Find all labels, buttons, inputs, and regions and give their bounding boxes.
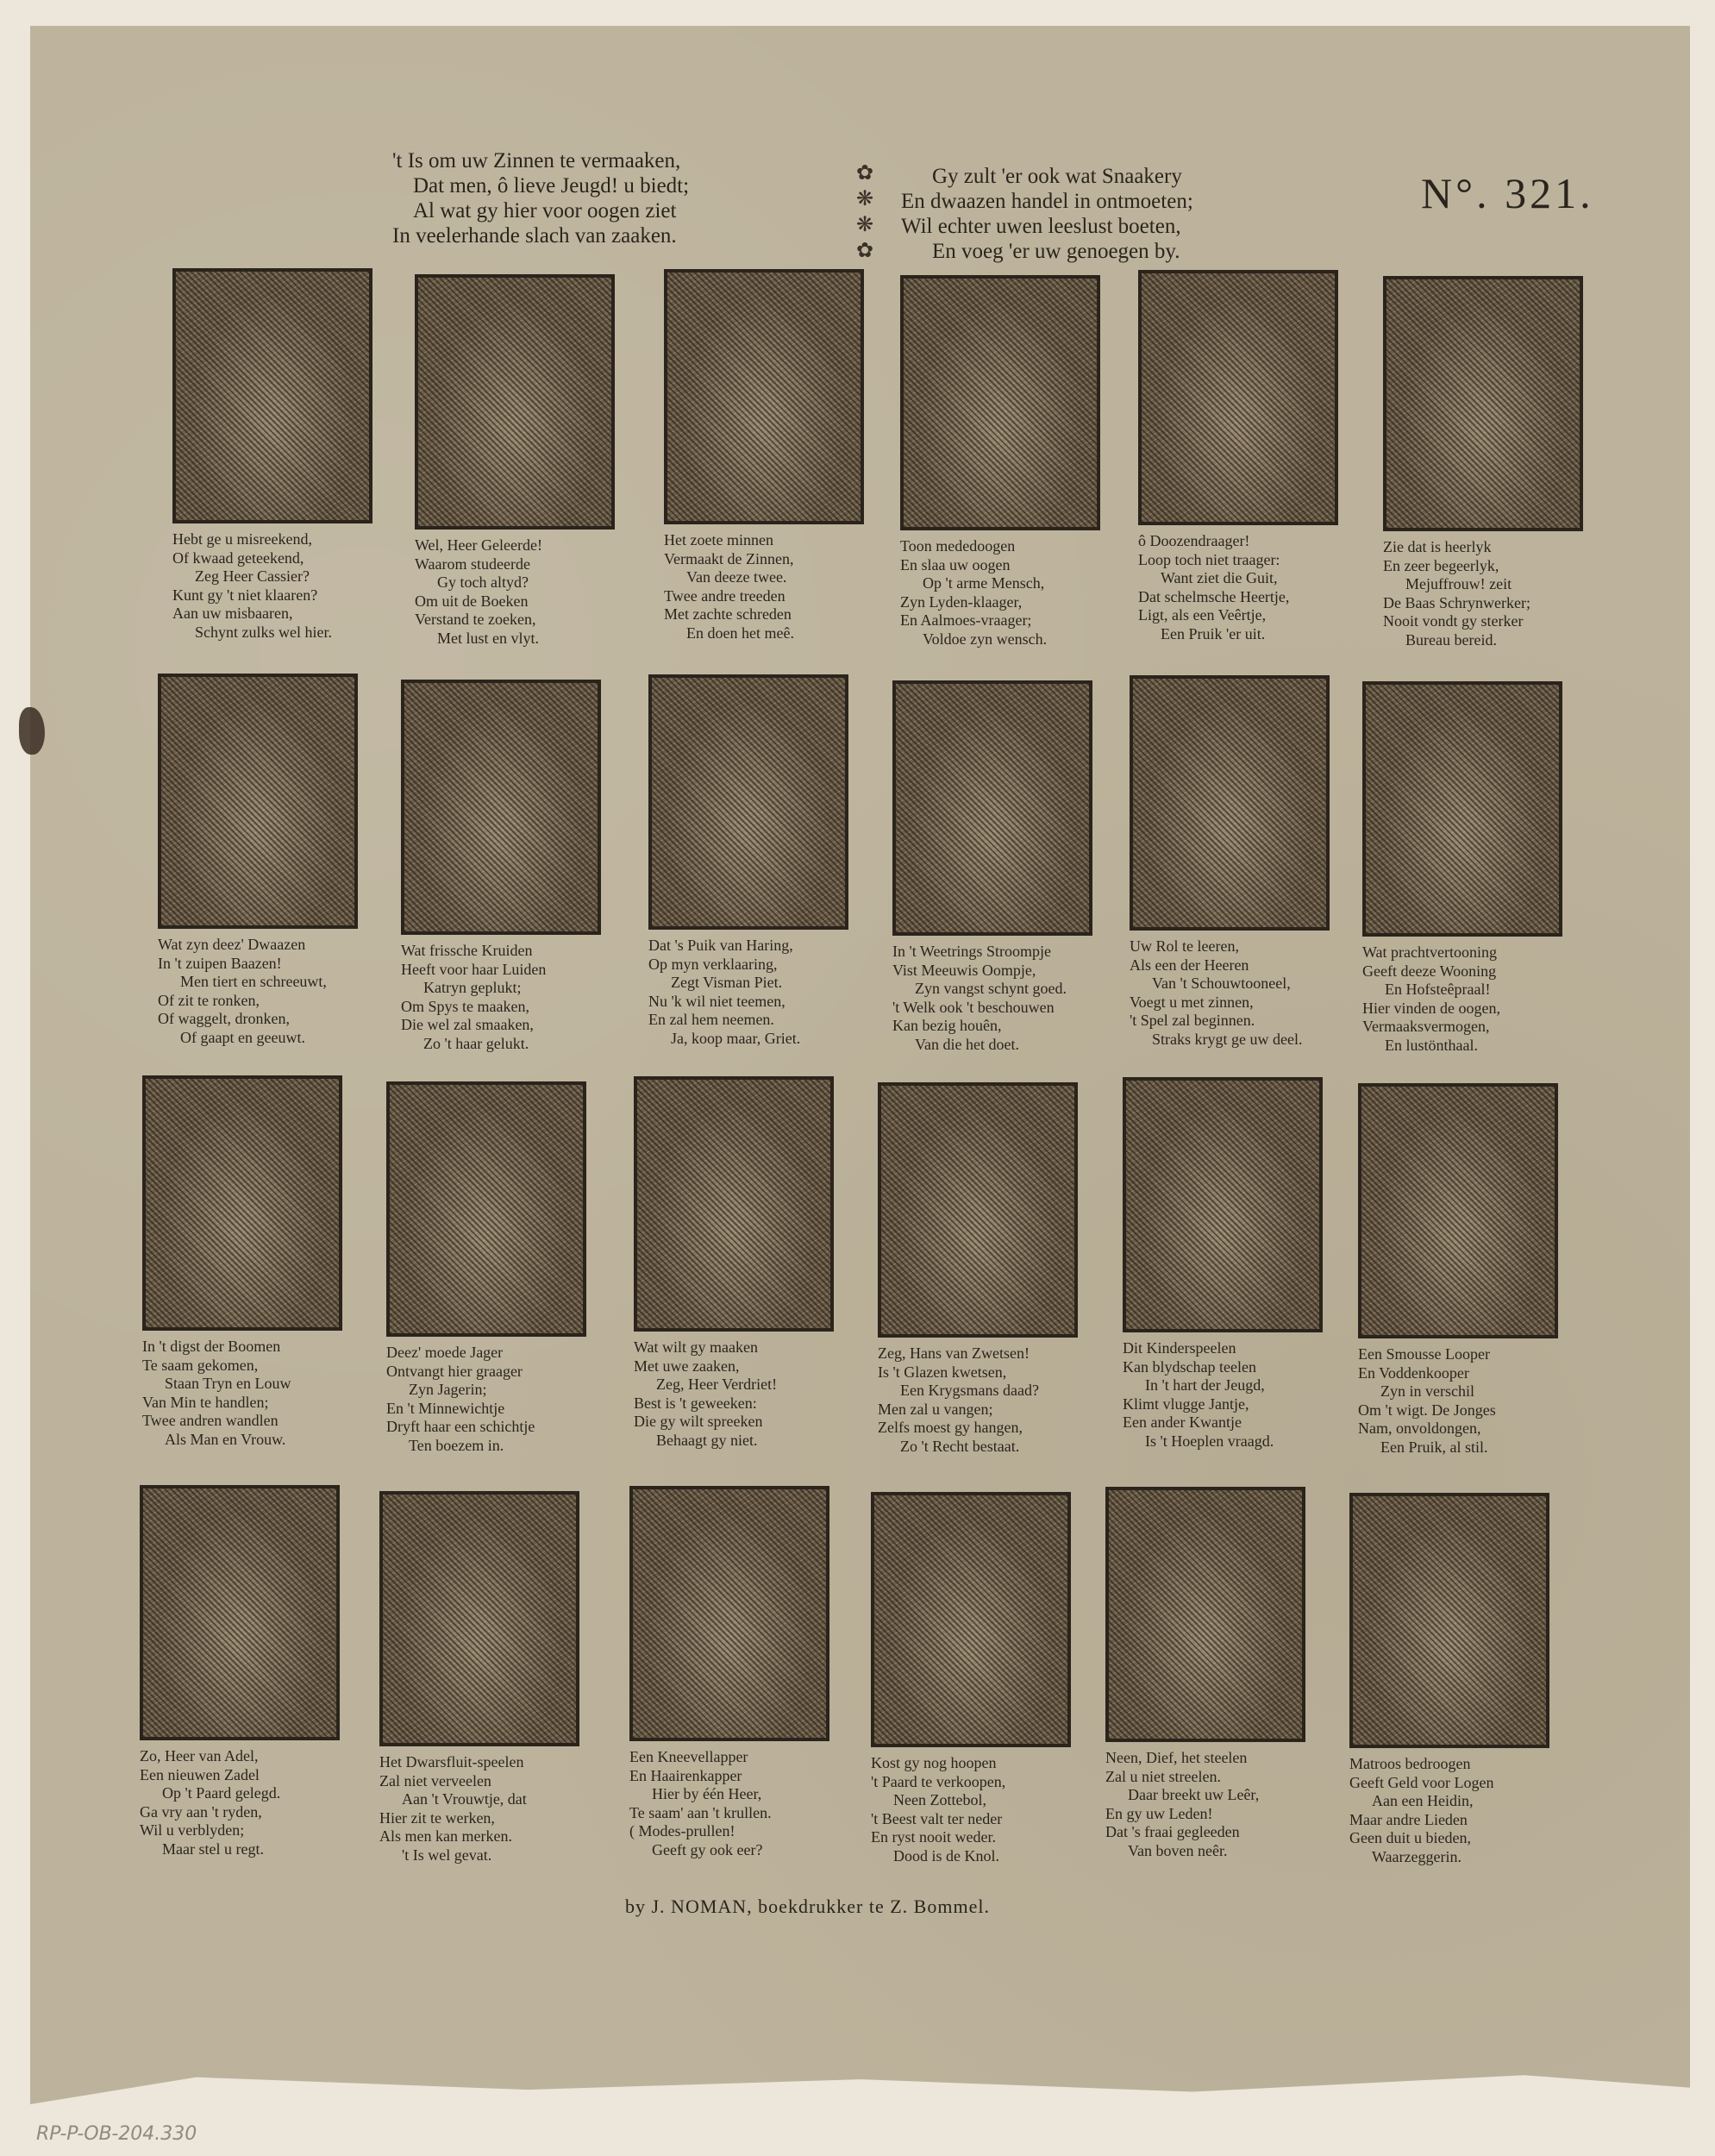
verse-line: Maar andre Lieden: [1349, 1810, 1468, 1828]
cell-verse: [140, 1747, 355, 1858]
verse-line: Geeft deeze Wooning: [1362, 962, 1497, 980]
verse-line: Wel, Heer Geleerde!: [415, 536, 542, 554]
verse-line: Dat men, ô lieve Jeugd! u biedt;: [413, 174, 690, 197]
cell-verse: [379, 1753, 595, 1865]
verse-line: Die gy wilt spreeken: [634, 1413, 763, 1430]
verse-line: Zeg, Heer Verdriet!: [656, 1376, 778, 1393]
verse-line: Zelfs moest gy hangen,: [878, 1419, 1023, 1436]
woodcut-illustration: [1383, 276, 1583, 531]
verse-line: En Aalmoes-vraager;: [900, 611, 1032, 629]
verse-line: Schynt zulks wel hier.: [195, 623, 332, 641]
cell-verse: [648, 937, 864, 1048]
verse-line: Hier vinden de oogen,: [1362, 999, 1500, 1017]
verse-line: Of kwaad geteekend,: [172, 548, 304, 567]
cell-verse: [158, 936, 373, 1047]
print-cell: [140, 1485, 355, 1858]
verse-line: Voldoe zyn wensch.: [923, 630, 1048, 648]
verse-line: Als Man en Vrouw.: [165, 1430, 286, 1448]
verse-line: In 't hart der Jeugd,: [1145, 1376, 1265, 1394]
verse-line: Dit Kinderspeelen: [1123, 1339, 1236, 1357]
verse-line: En dwaazen handel in ontmoeten;: [901, 190, 1193, 213]
verse-line: Men tiert en schreeuwt,: [180, 973, 327, 990]
print-cell: [386, 1081, 602, 1455]
verse-line: Een Krygsmans daad?: [900, 1382, 1039, 1399]
star-ornament-icon: ❋: [856, 186, 874, 210]
woodcut-illustration: [1349, 1493, 1549, 1748]
verse-line: Om 't wigt. De Jonges: [1358, 1401, 1496, 1419]
woodcut-illustration: [140, 1485, 340, 1740]
print-cell: [158, 674, 373, 1047]
woodcut-illustration: [634, 1076, 834, 1332]
verse-line: Wat wilt gy maaken: [634, 1338, 759, 1356]
verse-line: Nam, onvoldongen,: [1358, 1420, 1481, 1437]
print-cell: [142, 1075, 358, 1449]
print-cell: [892, 680, 1108, 1054]
print-number: N°. 321.: [1421, 169, 1594, 217]
print-cell: [1383, 276, 1599, 649]
cell-verse: [1105, 1749, 1321, 1860]
print-cell: [634, 1076, 849, 1450]
print-cell: [648, 674, 864, 1048]
verse-line: De Baas Schrynwerker;: [1383, 593, 1530, 611]
verse-line: Of waggelt, dronken,: [158, 1010, 290, 1027]
verse-line: 't Paard te verkoopen,: [871, 1772, 1006, 1790]
cell-verse: [415, 536, 630, 648]
verse-line: Wat zyn deez' Dwaazen: [158, 936, 306, 953]
verse-line: En slaa uw oogen: [900, 555, 1011, 573]
print-cell: [629, 1486, 845, 1859]
verse-line: Zo 't haar gelukt.: [423, 1034, 529, 1052]
verse-line: Geen duit u bieden,: [1349, 1829, 1471, 1846]
verse-line: Nooit vondt gy sterker: [1383, 612, 1524, 630]
verse-line: Een Smousse Looper: [1358, 1345, 1490, 1363]
verse-line: Is 't Hoeplen vraagd.: [1145, 1432, 1274, 1450]
woodcut-illustration: [1358, 1083, 1558, 1338]
cell-verse: [1362, 943, 1578, 1055]
verse-line: Kunt gy 't niet klaaren?: [172, 586, 318, 604]
verse-line: Zo 't Recht bestaat.: [900, 1437, 1020, 1455]
verse-line: Behaagt gy niet.: [656, 1431, 758, 1449]
woodcut-illustration: [1123, 1077, 1323, 1332]
verse-line: Kan blydschap teelen: [1123, 1357, 1256, 1376]
flower-ornament-icon: ✿: [856, 238, 874, 262]
verse-line: Als men kan merken.: [379, 1827, 512, 1845]
verse-line: Verstand te zoeken,: [415, 611, 536, 628]
woodcut-illustration: [892, 680, 1092, 936]
verse-line: Dat 's Puik van Haring,: [648, 937, 793, 954]
verse-line: Op 't Paard gelegd.: [162, 1784, 281, 1802]
woodcut-illustration: [415, 274, 615, 530]
woodcut-illustration: [1130, 675, 1330, 931]
print-cell: [878, 1082, 1093, 1456]
cell-verse: [172, 530, 388, 642]
header-verse-left: [392, 148, 689, 248]
verse-line: Zo, Heer van Adel,: [140, 1747, 259, 1764]
verse-line: Op myn verklaaring,: [648, 955, 778, 973]
verse-line: Staan Tryn en Louw: [165, 1375, 291, 1392]
verse-line: En voeg 'er uw genoegen by.: [932, 240, 1180, 263]
verse-line: Katryn geplukt;: [423, 979, 522, 996]
verse-line: Vist Meeuwis Oompje,: [892, 961, 1036, 979]
verse-line: Zeg Heer Cassier?: [195, 567, 310, 585]
woodcut-illustration: [629, 1486, 829, 1741]
verse-line: Te saam' aan 't krullen.: [629, 1803, 772, 1821]
verse-line: Dood is de Knol.: [893, 1846, 999, 1865]
woodcut-illustration: [386, 1081, 586, 1337]
verse-line: Zal u niet streelen.: [1105, 1767, 1221, 1785]
verse-line: Of zit te ronken,: [158, 991, 260, 1009]
verse-line: Toon mededoogen: [900, 537, 1016, 555]
verse-line: Zegt Visman Piet.: [671, 974, 783, 991]
verse-line: Matroos bedroogen: [1349, 1755, 1471, 1772]
verse-line: Van 't Schouwtooneel,: [1152, 975, 1291, 992]
verse-line: 't Welk ook 't beschouwen: [892, 998, 1055, 1016]
verse-line: Met zachte schreden: [664, 605, 792, 623]
verse-line: Die wel zal smaaken,: [401, 1016, 534, 1033]
verse-line: Van deeze twee.: [686, 568, 787, 586]
woodcut-illustration: [379, 1491, 579, 1746]
verse-line: ( Modes-prullen!: [629, 1822, 735, 1839]
verse-line: Kost gy nog hoopen: [871, 1754, 997, 1771]
woodcut-illustration: [871, 1492, 1071, 1747]
woodcut-illustration: [1362, 681, 1562, 937]
verse-line: Of gaapt en geeuwt.: [180, 1028, 305, 1046]
cell-verse: [1123, 1339, 1338, 1451]
verse-line: Als een der Heeren: [1130, 956, 1249, 974]
verse-line: Geeft Geld voor Logen: [1349, 1773, 1494, 1791]
verse-line: Best is 't geweeken:: [634, 1394, 757, 1412]
verse-line: Dryft haar een schichtje: [386, 1418, 535, 1435]
print-cell: [415, 274, 630, 648]
verse-line: Op 't arme Mensch,: [923, 574, 1045, 592]
verse-line: Zal niet verveelen: [379, 1771, 491, 1789]
woodcut-illustration: [401, 680, 601, 935]
verse-line: Waarzeggerin.: [1372, 1847, 1462, 1865]
verse-line: Gy toch altyd?: [437, 573, 529, 591]
verse-line: Want ziet die Guit,: [1161, 569, 1278, 586]
verse-line: En Haairenkapper: [629, 1766, 742, 1784]
verse-line: Zie dat is heerlyk: [1383, 538, 1492, 555]
verse-line: Al wat gy hier voor oogen ziet: [413, 199, 677, 222]
verse-line: Men zal u vangen;: [878, 1400, 993, 1418]
woodcut-illustration: [158, 674, 358, 929]
verse-line: Hier zit te werken,: [379, 1808, 495, 1827]
woodcut-illustration: [878, 1082, 1078, 1338]
verse-line: Een Pruik 'er uit.: [1161, 624, 1266, 642]
verse-line: Van Min te handlen;: [142, 1393, 269, 1411]
verse-line: En ryst nooit weder.: [871, 1828, 996, 1846]
verse-line: Wil echter uwen leeslust boeten,: [901, 215, 1181, 238]
cell-verse: [664, 531, 879, 642]
catalog-number: RP-P-OB-204.330: [36, 2123, 197, 2145]
print-cell: [871, 1492, 1086, 1865]
verse-line: Gy zult 'er ook wat Snaakery: [932, 165, 1182, 188]
verse-line: En Hofsteêpraal!: [1385, 981, 1491, 998]
print-cell: [1130, 675, 1345, 1049]
verse-line: En lustönthaal.: [1385, 1036, 1478, 1054]
verse-line: Ga vry aan 't ryden,: [140, 1802, 262, 1821]
verse-line: Ja, koop maar, Griet.: [671, 1029, 801, 1047]
verse-line: Ontvangt hier graager: [386, 1362, 523, 1380]
verse-line: Te saam gekomen,: [142, 1356, 259, 1374]
woodcut-illustration: [664, 269, 864, 524]
verse-line: Van boven neêr.: [1128, 1841, 1228, 1859]
ornament-column: [856, 162, 873, 260]
verse-line: Aan uw misbaaren,: [172, 605, 293, 622]
cell-verse: [1349, 1755, 1565, 1866]
cell-verse: [629, 1748, 845, 1859]
verse-line: 't Beest valt ter neder: [871, 1809, 1003, 1827]
woodcut-illustration: [900, 275, 1100, 530]
print-cell: [664, 269, 879, 642]
verse-line: Daar breekt uw Leêr,: [1128, 1786, 1260, 1803]
verse-line: Om uit de Boeken: [415, 592, 529, 610]
verse-line: Ligt, als een Veêrtje,: [1138, 606, 1267, 624]
verse-line: Waarom studeerde: [415, 555, 530, 573]
cell-verse: [1383, 538, 1599, 649]
verse-line: Hebt ge u misreekend,: [172, 530, 312, 548]
verse-line: Dat 's fraai gegleeden: [1105, 1823, 1240, 1840]
cell-verse: [1138, 532, 1354, 643]
verse-line: Neen Zottebol,: [893, 1791, 986, 1808]
verse-line: En doen het meê.: [686, 624, 794, 642]
verse-line: Maar stel u regt.: [162, 1839, 264, 1858]
cell-verse: [1358, 1345, 1574, 1457]
verse-line: Deez' moede Jager: [386, 1344, 504, 1361]
verse-line: Dat schelmsche Heertje,: [1138, 587, 1290, 605]
verse-line: Is 't Glazen kwetsen,: [878, 1363, 1007, 1381]
verse-line: Heeft voor haar Luiden: [401, 960, 547, 978]
verse-line: ô Doozendraager!: [1138, 532, 1250, 549]
verse-line: Aan een Heidin,: [1372, 1792, 1474, 1809]
verse-line: Zeg, Hans van Zwetsen!: [878, 1344, 1030, 1362]
cell-verse: [386, 1344, 602, 1455]
verse-line: Met uwe zaaken,: [634, 1357, 740, 1375]
print-cell: [1123, 1077, 1338, 1451]
verse-line: In veelerhande slach van zaaken.: [392, 224, 677, 248]
verse-line: Het zoete minnen: [664, 531, 773, 548]
verse-line: Twee andre treeden: [664, 586, 786, 605]
verse-line: Vermaaksvermogen,: [1362, 1018, 1490, 1035]
print-cell: [1362, 681, 1578, 1055]
print-cell: [900, 275, 1116, 649]
woodcut-illustration: [1105, 1487, 1305, 1742]
verse-line: Twee andren wandlen: [142, 1412, 279, 1429]
flower-ornament-icon: ✿: [856, 160, 874, 185]
verse-line: Wat frissche Kruiden: [401, 942, 533, 959]
printer-imprint: by J. NOMAN, boekdrukker te Z. Bommel.: [625, 1896, 990, 1917]
verse-line: Een Pruik, al stil.: [1380, 1438, 1488, 1456]
header-verse-right: [901, 164, 1193, 264]
cell-verse: [892, 943, 1108, 1054]
woodcut-illustration: [648, 674, 848, 930]
verse-line: Wat prachtvertooning: [1362, 943, 1497, 961]
star-ornament-icon: ❋: [856, 212, 874, 236]
verse-line: 't Is wel gevat.: [402, 1846, 492, 1864]
verse-line: Neen, Dief, het steelen: [1105, 1749, 1248, 1766]
cell-verse: [401, 942, 617, 1053]
verse-line: Wil u verblyden;: [140, 1821, 245, 1839]
verse-line: Een nieuwen Zadel: [140, 1765, 260, 1783]
verse-line: Vermaakt de Zinnen,: [664, 549, 794, 567]
verse-line: 't Spel zal beginnen.: [1130, 1012, 1255, 1029]
print-cell: [401, 680, 617, 1053]
print-cell: [172, 268, 388, 642]
verse-line: Straks krygt ge uw deel.: [1152, 1030, 1303, 1048]
woodcut-illustration: [1138, 270, 1338, 525]
verse-line: Om Spys te maaken,: [401, 997, 529, 1015]
cell-verse: [900, 537, 1116, 649]
verse-line: Ten boezem in.: [409, 1436, 504, 1454]
verse-line: Loop toch niet traager:: [1138, 550, 1280, 568]
verse-line: Van die het doet.: [915, 1035, 1019, 1053]
verse-line: Een Kneevellapper: [629, 1748, 748, 1765]
verse-line: Het Dwarsfluit-speelen: [379, 1753, 524, 1771]
cell-verse: [142, 1338, 358, 1449]
verse-line: Zyn vangst schynt goed.: [915, 980, 1067, 997]
verse-line: Zyn Jagerin;: [409, 1381, 487, 1398]
verse-line: Een ander Kwantje: [1123, 1413, 1242, 1431]
woodcut-illustration: [172, 268, 372, 523]
verse-line: Zyn Lyden-klaager,: [900, 592, 1023, 611]
verse-line: En 't Minnewichtje: [386, 1399, 505, 1417]
print-cell: [1349, 1493, 1565, 1866]
verse-line: En zeer begeerlyk,: [1383, 556, 1499, 574]
verse-line: Nu 'k wil niet teemen,: [648, 992, 786, 1010]
verse-line: In 't digst der Boomen: [142, 1338, 281, 1355]
verse-line: Geeft gy ook eer?: [652, 1840, 763, 1858]
verse-line: Zyn in verschil: [1380, 1382, 1474, 1400]
verse-line: En zal hem neemen.: [648, 1011, 774, 1028]
verse-line: Voegt u met zinnen,: [1130, 993, 1254, 1011]
cell-verse: [634, 1338, 849, 1450]
verse-line: Uw Rol te leeren,: [1130, 937, 1239, 955]
print-cell: [1105, 1487, 1321, 1860]
verse-line: En Voddenkooper: [1358, 1363, 1469, 1382]
verse-line: Klimt vlugge Jantje,: [1123, 1395, 1249, 1413]
verse-line: Bureau bereid.: [1405, 630, 1497, 649]
verse-line: 't Is om uw Zinnen te vermaaken,: [392, 149, 681, 172]
verse-line: Hier by één Heer,: [652, 1785, 762, 1802]
verse-line: Met lust en vlyt.: [437, 629, 539, 647]
print-cell: [1358, 1083, 1574, 1457]
cell-verse: [878, 1344, 1093, 1456]
cell-verse: [871, 1754, 1086, 1865]
verse-line: Mejuffrouw! zeit: [1405, 575, 1512, 592]
verse-line: In 't zuipen Baazen!: [158, 954, 282, 972]
print-cell: [1138, 270, 1354, 643]
verse-line: En gy uw Leden!: [1105, 1804, 1213, 1822]
verse-line: Aan 't Vrouwtje, dat: [402, 1790, 527, 1808]
woodcut-illustration: [142, 1075, 342, 1331]
verse-line: Kan bezig houên,: [892, 1017, 1002, 1034]
verse-line: In 't Weetrings Stroompje: [892, 943, 1051, 960]
cell-verse: [1130, 937, 1345, 1049]
print-cell: [379, 1491, 595, 1865]
